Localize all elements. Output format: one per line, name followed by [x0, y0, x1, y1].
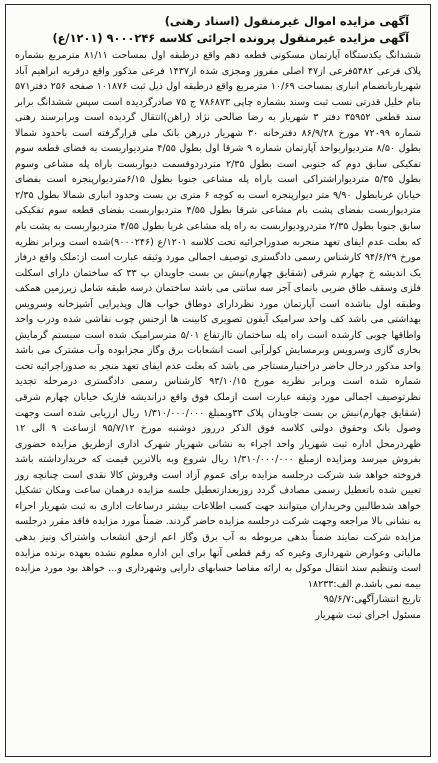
issuing-office: مسئول اجرای ثبت شهریار: [315, 609, 421, 621]
notice-body: ششدانگ یکدستگاه آپارتمان مسکونی قطعه دهم واقع درطبقه اول بمساحت ۸۱/۱۱ مترمربع بشماره پلاک فرعی ۵۴۸۲فرعی از۴۷ اصلی مفروز ومجزی شده از۱۴۳۷ فرعی مذکور واقع درقریه ابراهیم آباد شهریاربانضمام انباری بمساحت ۱۰/۶۹ مترمربع واقع درطبقه اول ذیل ثبت ۱۰۱۸۷۶ صفحه ۲۵۶ دفتر۵۷۱ بنام خلیل قدرتی نسب ثبت وسند بشماره چاپی ۷۸۶۸۷۳ ج ۷۵ صادرگردیده است سپس ششدانگ برابر سند قطعی ۳۵۹۵۲ دفتر ۳ شهریار به رضا صالحی نژاد (راهن)انتقال گردیده است وبرابرسند رهنی شماره ۷۲۰۹۹ مورخ ۸۶/۹/۲۸ دفترخانه ۳۰ شهریار دررهن بانک ملی قرارگرفته است باحدود شمالا بطول ۸/۵۰ متردیواربواحد آپارتمان شماره ۹ شرقا اول بطول ۴/۵۵ متردیواربست به فضای قطعه سوم تفکیکی سابق دوم که جنوبی است بطول ۲/۳۵ متردردوقسمت دیواربست باراه پله مشاعی وسوم بطول ۵/۳۵ متردیواراشتراکی است باراه پله مشاعی جنوبا بطول ۶/۱۵متردیوارپنجره است بفضای خیابان غربابطول ۹/۹۰ متر دیوارپنجره است به کوچه ۶ متری بن بست وحدود انباری شمالا بطول ۲/۳۵ متردیواربست بفضای پشت بام مشاعی شرقا بطول ۴/۵۵ متردیواربست بفضای قطعه سوم تفکیکی سابق جنوبا بطول ۲/۳۵ متردرودیواربست به راه پله مشاعی غربا بطول ۴/۵۵ متردیواربست به پشت بام که بعلت عدم ایفای تعهد منجربه صدوراجرائیه تحت کلاسه ۱۲۰۱/ع (۹۰۰۰۲۴۶)شده است وبرابر نظریه مورخ ۹۴/۶/۲۹ کارشناس رسمی دادگستری توصیف اجمالی مورد وثیقه عبارت است از:ملک واقع درفاز یک اندیشه خ چهارم شرقی (شقایق چهارم)نبش بن بست جاویدان پ ۳۳ که ساختمان دارای اسکلت فلزی وسقف طاق ضربی بانمای آجر سه سانتی می باشد ساختمان درسه طبقه شامل زیرزمین همکف وطبقه اول بناشده است آپارتمان مورد نظردارای دوطاق خواب هال وپذیرایی آشپزخانه وسرویس بهداشتی می باشد کف واحد سرامیک آیفون تصویری کابینت ها ازجنس چوب نقاشی شده ودرب واحد واطاقها چوبی کارشده است راه پله ساختمان تاارتفاع ۵/۰۱ مترسرامیک شده است سیستم گرمایش بخاری گازی وسرویس وبرمسایش کولرآبی است انشعابات برق وگاز مجزابوده وآب مشترک می باشد واحد مذکور درحال حاضر دراختیارمستاجر می باشد که بعلت عدم ایفای تعهد منجر به صدوراجرائیه تحت شماره شده است وبرابر نظریه مورخ ۹۳/۱۰/۱۵ کارشناس رسمی دادگستری درمرحله تجدید نظرتوصیف اجمالی مورد وثیقه عبارت است ازملک فوق واقع دراندیشه فازیک خیابان چهارم شرقی (شقایق چهارم)نبش بن بست جاویدان پلاک ۳۳وبمبلغ ۱/۳۱۰/۰۰۰/۰۰۰ ریال ارزیابی شده است وجهت وصول بانک وحقوق دولتی کلاسه فوق الذکر درروز دوشنبه مورخ ۹۵/۷/۱۲ ازساعت ۹ الی ۱۲ ظهردرمحل اداره ثبت شهریار واحد اجراء به نشانی شهریار شهرک اداری ازطریق مزایده حضوری بفروش میرسد ومزایده ازمبلغ ۱/۳۱۰/۰۰۰/۰۰۰ ریال شروع وبه بالاترین قیمت که خریدارداشته باشد فروخته خواهد شد شرکت درجلسه مزایده برای عموم آزاد است وفروش کالا نقدی است چنانچه روز تعیین شده باتعطیل رسمی مصادف گردد روزبعدازتعطیل جلسه مزایده درهمان ساعت ومکان تشکیل خواهد شدطالبین وخریداران میتوانند جهت کسب اطلاعات بیشتر درساعات اداری به ثبت شهریار اجراء به نشانی بالا مراجعه وجهت شرکت درجلسه مزایده حاضر گردند. ضمناً مورد مزایده فاقد مقرر درجلسه مزایده شرکت نمایند ضمناً بدهی مربوطه به آب برق وگاز اعم ازحق انشعاب واشتراک ونیز بدهی مالیاتی وعوارض شهرداری وغیره که رقم قطعی آنها برای این اداره معلوم نشده بعهده برنده مزایده است وتنظیم سند انتقال موکول به ارائه مفاصا حسابهای دارایی وشهرداری و... خواهد بود مورد مزایده بیمه نمی باشد.م الف:۱۸۲۳۳: [15, 50, 422, 590]
notice-title: آگهی مزایده اموال غیرمنقول (اسناد رهنی): [164, 14, 409, 28]
notice-subtitle: آگهی مزایده غیرمنقول پرونده اجرائی کلاسه ۹۰۰۰۲۴۶ (۱۲۰۱/ع): [52, 31, 409, 45]
publish-date: تاریخ انتشارآگهی:۹۵/۶/۷: [323, 594, 421, 606]
auction-notice: [5, 4, 431, 757]
